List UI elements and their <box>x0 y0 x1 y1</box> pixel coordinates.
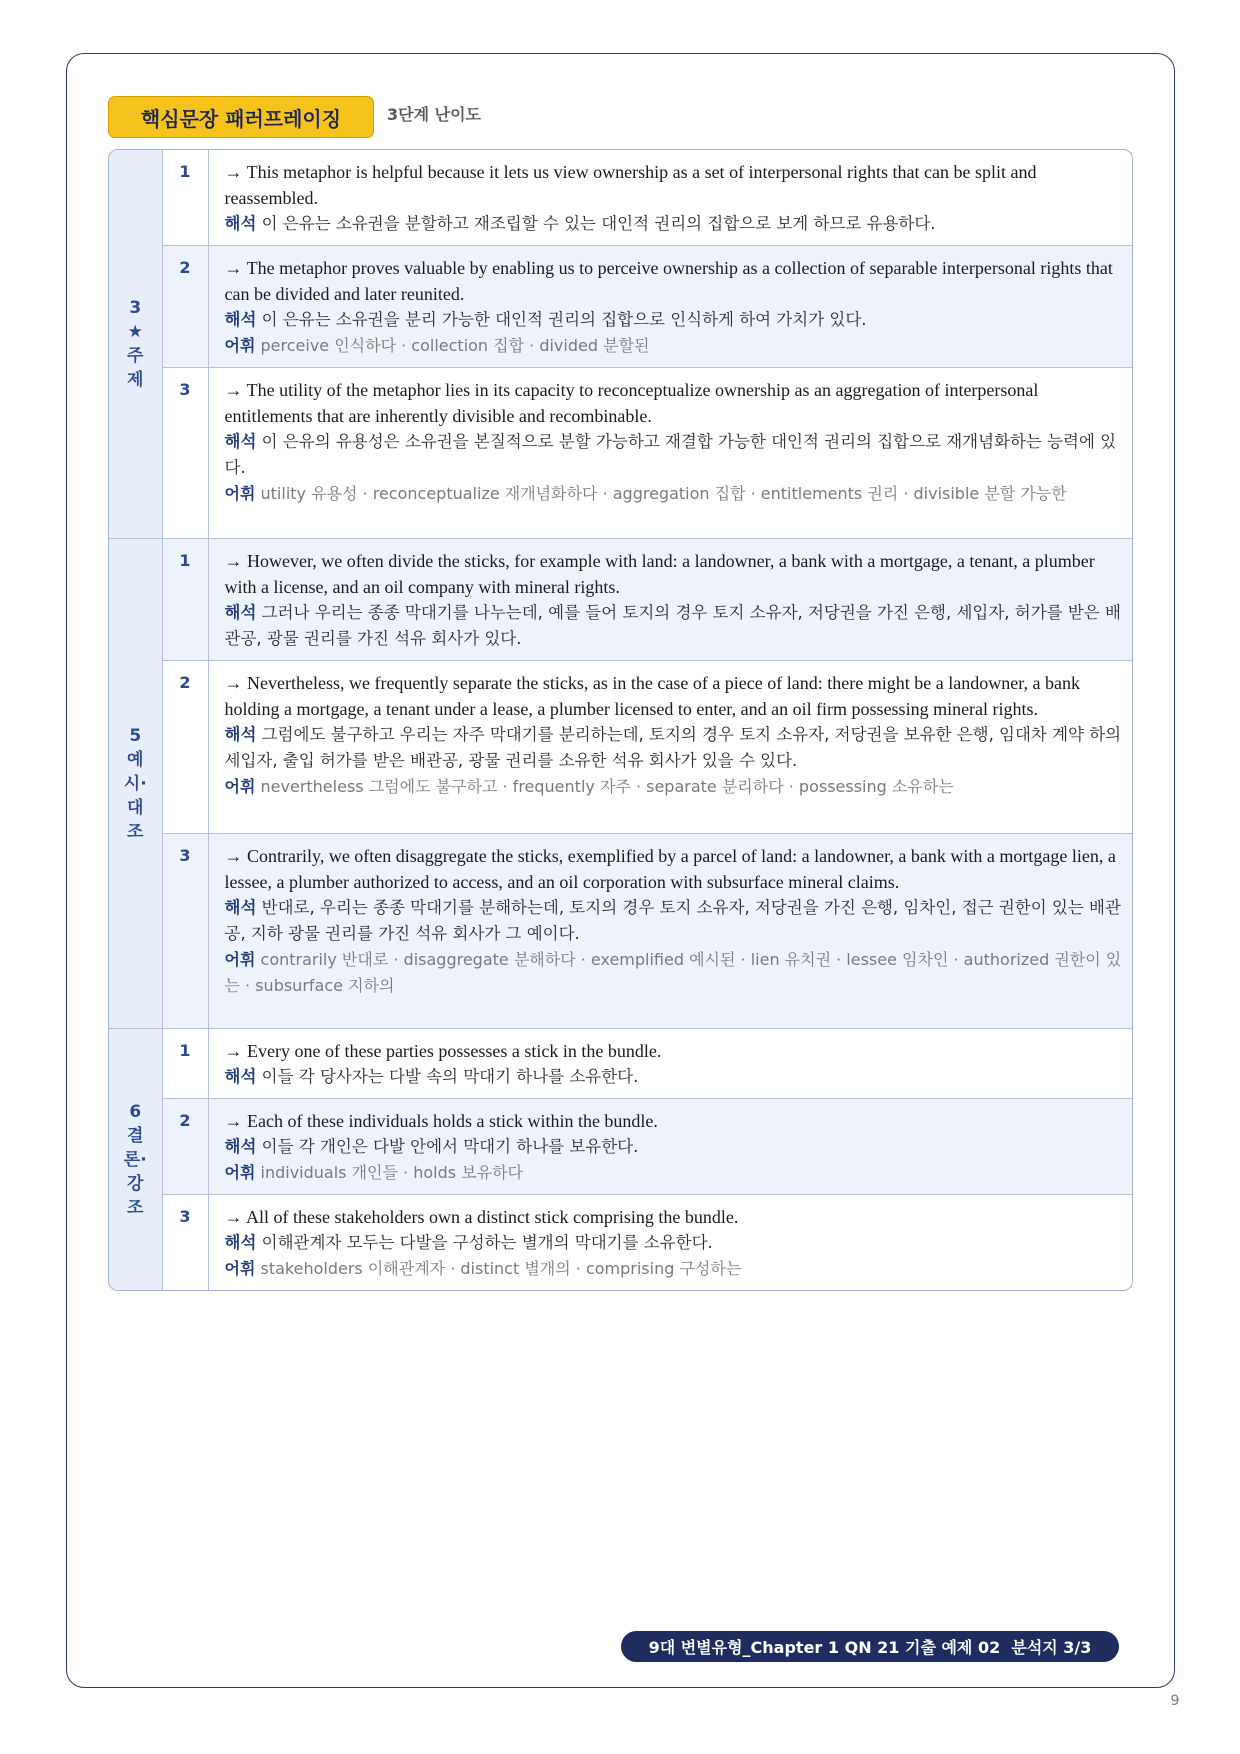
translation-label: 해석 <box>224 214 257 233</box>
star-icon: ★ <box>127 322 143 342</box>
translation-label: 해석 <box>224 725 257 744</box>
row-number: 3 <box>162 834 208 1029</box>
translation-label: 해석 <box>224 1233 257 1252</box>
table-row <box>109 150 1132 246</box>
row-content <box>208 1195 1132 1291</box>
table-row <box>109 1029 1132 1099</box>
translation-label: 해석 <box>224 898 257 917</box>
section-label-char: 론· <box>123 1149 147 1170</box>
table-row <box>109 1099 1132 1195</box>
vocabulary-line <box>225 774 1125 800</box>
korean-translation <box>225 895 1125 947</box>
translation-text: 반대로, 우리는 종종 막대기를 분해하는데, 토지의 경우 토지 소유자, 저당권을 가진 은행, 임차인, 접근 권한이 있는 배관공, 지하 광물 권리를 가진 석유 회사가 그 예이다. <box>224 898 1121 943</box>
row-number: 1 <box>162 150 208 246</box>
vocab-label: 어휘 <box>224 1163 256 1182</box>
translation-text: 이해관계자 모두는 다발을 구성하는 별개의 막대기를 소유한다. <box>261 1233 713 1252</box>
section-label-char: 제 <box>127 370 144 390</box>
row-content <box>208 1099 1132 1195</box>
vocab-text: utility 유용성 · reconceptualize 재개념화하다 · aggregation 집합 · entitlements 권리 · divisible 분할 가능한 <box>260 484 1067 503</box>
section-title-badge <box>108 96 374 138</box>
section-label-char: 3 <box>129 298 142 318</box>
translation-text: 이 은유는 소유권을 분할하고 재조립할 수 있는 대인적 권리의 집합으로 보게 하므로 유용하다. <box>261 214 936 233</box>
translation-text: 이 은유의 유용성은 소유권을 본질적으로 분할 가능하고 재결합 가능한 대인적 권리의 집합으로 재개념화하는 능력에 있다. <box>224 432 1117 477</box>
english-sentence: → This metaphor is helpful because it lets us view ownership as a set of interpersonal rights that can be split and reassembled. <box>224 162 1037 208</box>
table-row <box>109 246 1132 368</box>
korean-translation <box>225 211 1125 237</box>
vocab-text: stakeholders 이해관계자 · distinct 별개의 · comprising 구성하는 <box>260 1259 742 1278</box>
row-number: 2 <box>162 246 208 368</box>
row-content <box>208 368 1132 539</box>
vocabulary-line <box>225 333 1125 359</box>
section-label-char: 주 <box>127 346 144 366</box>
translation-label: 해석 <box>224 603 257 622</box>
paraphrase-table-grid <box>109 150 1132 1290</box>
translation-label: 해석 <box>224 1067 257 1086</box>
section-label-theme <box>109 150 162 539</box>
section-label-char: 예 <box>127 749 144 770</box>
table-row <box>109 661 1132 834</box>
section-label-char: 대 <box>127 797 144 818</box>
english-sentence: → All of these stakeholders own a distinct stick comprising the bundle. <box>224 1207 739 1227</box>
footer-chapter-label: 9대 변별유형_Chapter 1 QN 21 기출 예제 02 분석지 3/3 <box>648 1638 1092 1657</box>
section-label-example-contrast <box>109 539 162 1029</box>
page-number: 9 <box>1170 1693 1180 1709</box>
translation-text: 그럼에도 불구하고 우리는 자주 막대기를 분리하는데, 토지의 경우 토지 소유자, 저당권을 보유한 은행, 임대차 계약 하의 세입자, 출입 허가를 받은 배관공, 광물 권리를 소유한 석유 회사가 있을 수 있다. <box>224 725 1122 770</box>
row-number: 3 <box>162 368 208 539</box>
section-label-char: 5 <box>129 725 142 746</box>
section-label-char: 결 <box>127 1125 144 1146</box>
translation-label: 해석 <box>224 310 257 329</box>
section-label-char: 조 <box>127 1197 144 1218</box>
korean-translation <box>225 722 1125 774</box>
translation-label: 해석 <box>224 1137 257 1156</box>
vocabulary-line <box>225 1160 1125 1186</box>
paraphrase-table <box>108 149 1133 1291</box>
row-content <box>208 539 1132 661</box>
english-sentence: → Nevertheless, we frequently separate the sticks, as in the case of a piece of land: there might be a landowner, a bank holding a mortgage, a tenant under a lease, a plumber licensed to enter, and an oil firm possessing mineral rights. <box>224 673 1080 719</box>
section-label-char: 시· <box>123 773 147 794</box>
korean-translation <box>225 307 1125 333</box>
english-sentence: → The metaphor proves valuable by enabling us to perceive ownership as a collection of separable interpersonal rights that can be divided and later reunited. <box>224 258 1113 304</box>
section-label-char: 6 <box>129 1101 142 1122</box>
english-sentence: → The utility of the metaphor lies in its capacity to reconceptualize ownership as an aggregation of interpersonal entitlements that are inherently divisible and recombinable. <box>224 380 1039 426</box>
vocabulary-line <box>225 1256 1125 1282</box>
table-row <box>109 834 1132 1029</box>
section-label-conclusion <box>109 1029 162 1291</box>
vocabulary-line <box>225 481 1125 507</box>
section-label-text <box>109 724 162 844</box>
table-row <box>109 1195 1132 1291</box>
translation-text: 그러나 우리는 종종 막대기를 나누는데, 예를 들어 토지의 경우 토지 소유자, 저당권을 가진 은행, 세입자, 허가를 받은 배관공, 광물 권리를 가진 석유 회사가 있다. <box>224 603 1121 648</box>
table-row <box>109 368 1132 539</box>
section-label-text <box>109 1100 162 1220</box>
vocab-label: 어휘 <box>224 777 256 796</box>
vocab-label: 어휘 <box>224 336 256 355</box>
translation-text: 이들 각 개인은 다발 안에서 막대기 하나를 보유한다. <box>261 1137 639 1156</box>
row-number: 1 <box>162 1029 208 1099</box>
row-content <box>208 246 1132 368</box>
row-number: 1 <box>162 539 208 661</box>
translation-text: 이 은유는 소유권을 분리 가능한 대인적 권리의 집합으로 인식하게 하여 가치가 있다. <box>261 310 867 329</box>
vocab-text: nevertheless 그럼에도 불구하고 · frequently 자주 · separate 분리하다 · possessing 소유하는 <box>260 777 954 796</box>
section-title: 핵심문장 패러프레이징 <box>140 106 342 131</box>
english-sentence: → Contrarily, we often disaggregate the sticks, exemplified by a parcel of land: a landowner, a bank with a mortgage lien, a lessee, a plumber authorized to access, and an oil corporation with subsurface mineral claims. <box>224 846 1116 892</box>
vocab-text: individuals 개인들 · holds 보유하다 <box>260 1163 523 1182</box>
section-label-char: 강 <box>127 1173 144 1194</box>
row-number: 2 <box>162 1099 208 1195</box>
row-content <box>208 1029 1132 1099</box>
korean-translation <box>225 429 1125 481</box>
korean-translation <box>225 600 1125 652</box>
translation-text: 이들 각 당사자는 다발 속의 막대기 하나를 소유한다. <box>261 1067 639 1086</box>
row-content <box>208 661 1132 834</box>
korean-translation <box>225 1064 1125 1090</box>
row-content <box>208 150 1132 246</box>
vocab-label: 어휘 <box>224 1259 256 1278</box>
difficulty-label: 3단계 난이도 <box>387 105 481 124</box>
row-content <box>208 834 1132 1029</box>
vocab-text: contrarily 반대로 · disaggregate 분해하다 · exemplified 예시된 · lien 유치권 · lessee 임차인 · authorized 권한이 있는 · subsurface 지하의 <box>224 950 1122 995</box>
table-row <box>109 539 1132 661</box>
vocab-text: perceive 인식하다 · collection 집합 · divided 분할된 <box>260 336 650 355</box>
vocabulary-line <box>225 947 1125 999</box>
english-sentence: → However, we often divide the sticks, for example with land: a landowner, a bank with a mortgage, a tenant, a plumber with a license, and an oil company with mineral rights. <box>224 551 1095 597</box>
vocab-label: 어휘 <box>224 484 256 503</box>
vocab-label: 어휘 <box>224 950 256 969</box>
translation-label: 해석 <box>224 432 257 451</box>
row-number: 2 <box>162 661 208 834</box>
section-label-char: 조 <box>127 821 144 842</box>
section-label-text <box>109 296 162 392</box>
korean-translation <box>225 1230 1125 1256</box>
korean-translation <box>225 1134 1125 1160</box>
footer-chapter-pill <box>621 1631 1119 1662</box>
english-sentence: → Every one of these parties possesses a stick in the bundle. <box>224 1041 662 1061</box>
row-number: 3 <box>162 1195 208 1291</box>
english-sentence: → Each of these individuals holds a stick within the bundle. <box>224 1111 658 1131</box>
